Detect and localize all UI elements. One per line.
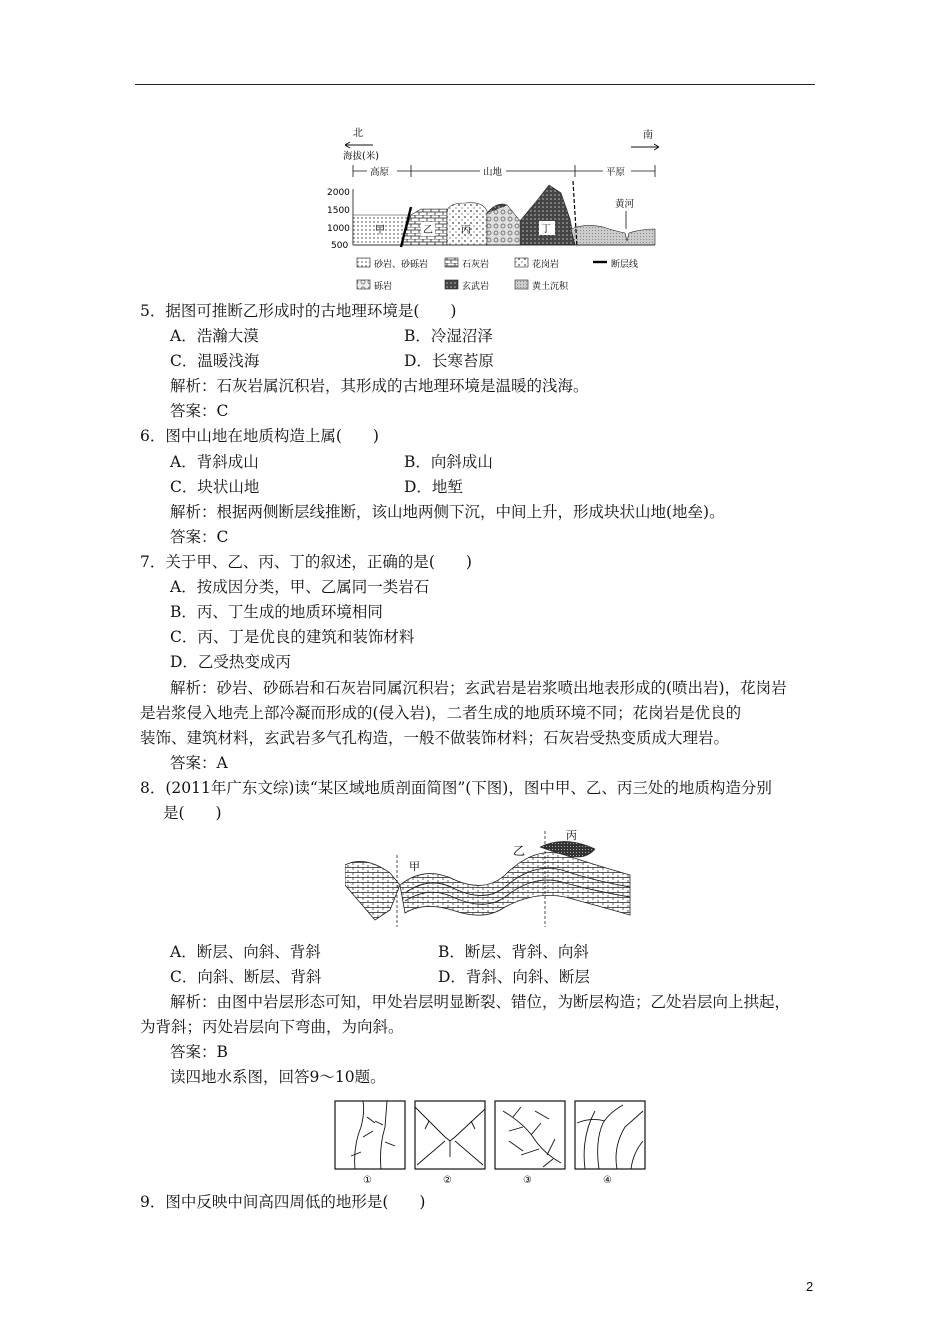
page-number: 2	[806, 1279, 814, 1294]
q8-answer: 答案：B	[170, 1043, 228, 1061]
q8-analysis-line2: 为背斜；丙处岩层向下弯曲，为向斜。	[140, 1018, 404, 1036]
rock-jia: 甲	[375, 225, 385, 236]
q7-analysis-line3: 装饰、建筑材料，玄武岩多气孔构造，一般不做装饰材料；石灰岩受热变质成大理岩。	[140, 729, 730, 747]
legend-loess: 黄土沉积	[532, 282, 569, 292]
north-label: 北	[353, 128, 363, 139]
legend-conglomerate: 砾岩	[374, 282, 393, 292]
region-plain: 平原	[606, 167, 626, 178]
q7-analysis-line1: 解析：砂岩、砂砾岩和石灰岩同属沉积岩；玄武岩是岩浆喷出地表形成的(喷出岩)，花岗岩	[170, 679, 787, 697]
y-tick-2000: 2000	[327, 188, 350, 198]
y-tick-500: 500	[331, 241, 349, 251]
fig3-label-1: ①	[363, 1175, 372, 1186]
q8-option-d: D．背斜、向斜、断层	[438, 968, 590, 986]
q5-option-c: C．温暖浅海	[170, 352, 260, 370]
q8-option-c: C．向斜、断层、背斜	[170, 968, 322, 986]
geologic-section-figure	[345, 825, 635, 930]
legend-fault: 断层线	[611, 260, 639, 270]
q8-analysis-line1: 解析：由图中岩层形态可知，甲处岩层明显断裂、错位，为断层构造；乙处岩层向上拱起，	[170, 993, 791, 1011]
region-mountain: 山地	[483, 167, 503, 178]
fig2-jia: 甲	[409, 860, 420, 873]
rock-ding: 丁	[541, 224, 551, 235]
q9-10-intro: 读四地水系图，回答9～10题。	[170, 1068, 386, 1086]
q5-answer: 答案：C	[170, 402, 229, 420]
q6-option-a: A．背斜成山	[170, 453, 259, 471]
q9-stem: 9．图中反映中间高四周低的地形是( )	[140, 1193, 426, 1211]
q7-option-c: C．丙、丁是优良的建筑和装饰材料	[170, 628, 415, 646]
header-rule	[135, 84, 815, 85]
q5-option-b: B．冷湿沼泽	[404, 327, 493, 345]
altitude-label: 海拔(米)	[343, 151, 379, 162]
river-label: 黄河	[615, 199, 635, 210]
q8-stem-line2: 是( )	[163, 804, 222, 822]
q5-analysis: 解析：石灰岩属沉积岩，其形成的古地理环境是温暖的浅海。	[170, 377, 589, 395]
fig2-yi: 乙	[513, 844, 526, 858]
south-arrow-icon	[631, 144, 659, 150]
legend-limestone: 石灰岩	[462, 260, 490, 270]
fig2-bing: 丙	[566, 829, 577, 842]
q6-analysis: 解析：根据两侧断层线推断，该山地两侧下沉，中间上升，形成块状山地(地垒)。	[170, 503, 725, 521]
fig3-label-3: ③	[523, 1175, 532, 1186]
rock-yi: 乙	[423, 225, 433, 236]
q6-stem: 6．图中山地在地质构造上属( )	[140, 427, 379, 445]
legend-granite: 花岗岩	[532, 260, 560, 270]
legend-sandstone: 砂岩、砂砾岩	[374, 260, 429, 270]
q8-option-a: A．断层、向斜、背斜	[170, 943, 321, 961]
y-tick-1000: 1000	[327, 224, 350, 234]
geologic-profile-figure	[325, 125, 665, 300]
q7-option-a: A．按成因分类，甲、乙属同一类岩石	[170, 578, 430, 596]
fig3-label-2: ②	[443, 1175, 452, 1186]
drainage-patterns-figure	[333, 1097, 653, 1187]
q7-option-d: D．乙受热变成丙	[170, 653, 291, 671]
q6-answer: 答案：C	[170, 528, 229, 546]
q8-option-b: B．断层、背斜、向斜	[438, 943, 589, 961]
y-tick-1500: 1500	[327, 206, 350, 216]
q6-option-d: D．地堑	[404, 478, 463, 496]
south-label: 南	[643, 130, 653, 141]
q7-analysis-line2: 是岩浆侵入地壳上部冷凝而形成的(侵入岩)，二者生成的地质环境不同；花岗岩是优良的	[140, 704, 742, 722]
q5-option-d: D．长寒苔原	[404, 352, 494, 370]
q5-stem: 5．据图可推断乙形成时的古地理环境是( )	[140, 302, 457, 320]
q7-stem: 7．关于甲、乙、丙、丁的叙述，正确的是( )	[140, 553, 472, 571]
q5-option-a: A．浩瀚大漠	[170, 327, 259, 345]
q8-stem-line1: 8．(2011年广东文综)读“某区域地质剖面简图”(下图)，图中甲、乙、丙三处的地质构造分别	[140, 779, 772, 797]
fig3-label-4: ④	[603, 1175, 612, 1186]
q7-option-b: B．丙、丁生成的地质环境相同	[170, 603, 383, 621]
legend-basalt: 玄武岩	[462, 282, 490, 292]
rock-bing: 丙	[461, 225, 471, 236]
q6-option-c: C．块状山地	[170, 478, 260, 496]
q7-answer: 答案：A	[170, 754, 228, 772]
north-arrow-icon	[345, 142, 373, 148]
region-plateau: 高原	[370, 167, 390, 178]
q6-option-b: B．向斜成山	[404, 453, 493, 471]
